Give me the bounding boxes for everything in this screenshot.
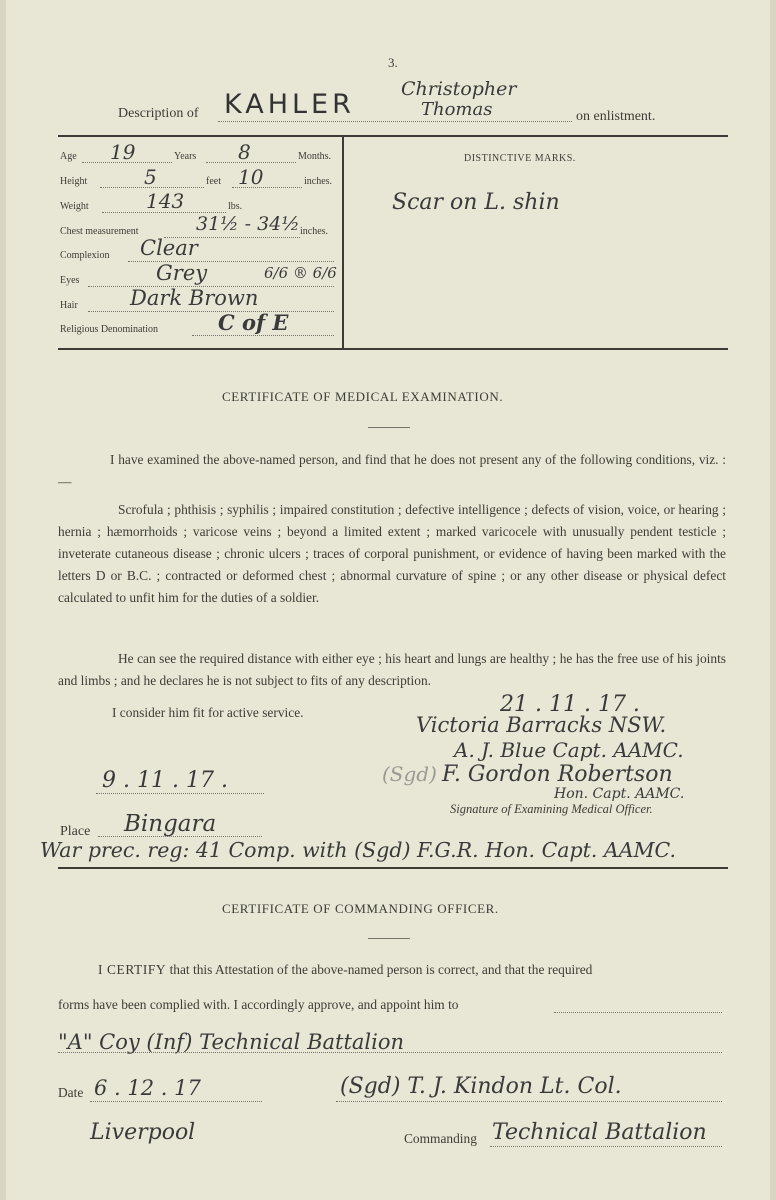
war-precaution-note: War prec. reg: 41 Comp. with (Sgd) F.G.R. Hon. Capt. AAMC. xyxy=(40,838,676,862)
commanding-place-value: Liverpool xyxy=(90,1120,196,1145)
given-names-second: Thomas xyxy=(421,99,493,120)
fit-for-service-text: I consider him fit for active service. xyxy=(112,705,304,720)
attestation-page xyxy=(6,0,770,1200)
religion-value: C of E xyxy=(218,310,289,335)
examination-place: Victoria Barracks NSW. xyxy=(416,713,667,737)
inches-label: inches. xyxy=(304,176,333,187)
surname: KAHLER xyxy=(224,89,355,120)
age-label: Age xyxy=(60,151,77,162)
officer-first-signature: A. J. Blue Capt. AAMC. xyxy=(454,738,684,762)
eyes-vision-note: 6/6 ® 6/6 xyxy=(264,264,337,282)
on-enlistment-label: on enlistment. xyxy=(576,109,656,124)
lbs-label: lbs. xyxy=(228,201,243,212)
officer-signature-name: F. Gordon Robertson xyxy=(442,762,673,787)
officer-signature-title: Hon. Capt. AAMC. xyxy=(554,786,685,802)
eyes-value: Grey xyxy=(156,261,208,285)
height-label: Height xyxy=(60,176,88,187)
chest-label: Chest measurement xyxy=(60,226,139,237)
medical-intro-paragraph: I have examined the above-named person, and find that he does not present any of the following conditions, viz. :— xyxy=(58,452,726,489)
distinctive-marks-value: Scar on L. shin xyxy=(392,190,560,215)
signature-label: Signature of Examining Medical Officer. xyxy=(450,802,653,816)
hair-value: Dark Brown xyxy=(130,286,259,310)
years-label: Years xyxy=(174,151,197,162)
medical-conditions-paragraph: Scrofula ; phthisis ; syphilis ; impaired constitution ; defective intelligence ; defects of vision, voice, or hearing ; hernia ; hæmorrhoids ; varicose veins ; beyond a limited extent ; marked varicocele with unusually pendent testicle ; inveterate cutaneous disease ; chronic ulcers ; traces of corporal punishment, or evidence of having been marked with the letters D or B.C. ; contracted or deformed chest ; abnormal curvature of spine ; or any other disease or physical defect calculated to unfit him for the duties of a soldier. xyxy=(58,502,726,605)
complexion-value: Clear xyxy=(140,236,198,260)
certify-word: I CERTIFY xyxy=(98,962,167,977)
height-feet-value: 5 xyxy=(144,165,157,189)
appointment-date-value: 6 . 12 . 17 xyxy=(94,1076,201,1100)
chest-unit-label: inches. xyxy=(300,226,329,237)
certify-text-line-one: that this Attestation of the above-named person is correct, and that the required xyxy=(169,962,593,977)
commanding-unit-value: Technical Battalion xyxy=(492,1120,707,1145)
height-inches-value: 10 xyxy=(238,165,264,189)
certify-text-line-two: forms have been complied with. I accordingly approve, and appoint him to xyxy=(58,997,459,1012)
weight-value: 143 xyxy=(146,189,185,213)
certify-line xyxy=(98,962,592,978)
complexion-label: Complexion xyxy=(60,250,110,261)
medical-health-paragraph: He can see the required distance with either eye ; his heart and lungs are healthy ; he has the free use of his joints and limbs ; and he declares he is not subject to fits of any description. xyxy=(58,651,726,688)
sgd-mark: (Sgd) xyxy=(382,762,437,786)
feet-label: feet xyxy=(206,176,221,187)
age-months-value: 8 xyxy=(238,140,251,164)
date-label: Date xyxy=(58,1085,84,1100)
given-names-first: Christopher xyxy=(401,78,517,100)
months-label: Months. xyxy=(298,151,332,162)
medical-heading: CERTIFICATE OF MEDICAL EXAMINATION. xyxy=(222,389,504,404)
distinctive-marks-heading: DISTINCTIVE MARKS. xyxy=(464,153,576,164)
chest-value: 31½ - 34½ xyxy=(196,213,300,235)
commanding-officer-signature: (Sgd) T. J. Kindon Lt. Col. xyxy=(340,1074,622,1099)
commanding-heading: CERTIFICATE OF COMMANDING OFFICER. xyxy=(222,901,499,916)
page-number: 3. xyxy=(388,55,398,70)
appointment-value: "A" Coy (Inf) Technical Battalion xyxy=(58,1030,405,1054)
commanding-label: Commanding xyxy=(404,1131,477,1146)
age-years-value: 19 xyxy=(110,140,136,164)
hair-label: Hair xyxy=(60,300,78,311)
weight-label: Weight xyxy=(60,201,89,212)
place-value: Bingara xyxy=(124,811,217,837)
examination-date: 21 . 11 . 17 . xyxy=(500,692,640,717)
medical-date-left: 9 . 11 . 17 . xyxy=(102,768,228,793)
place-label: Place xyxy=(60,824,91,839)
religion-label: Religious Denomination xyxy=(60,324,159,335)
description-label: Description of xyxy=(118,106,199,121)
eyes-label: Eyes xyxy=(60,275,80,286)
